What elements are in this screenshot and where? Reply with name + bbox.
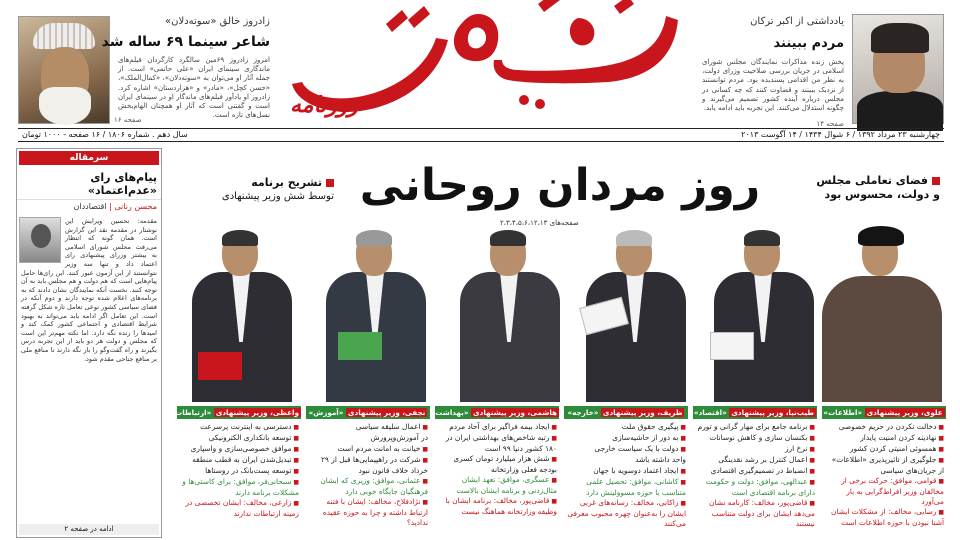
column-tag: واعظی، وزیر پیشنهادی «ارتباطات» xyxy=(170,408,299,417)
list-item: ■ رتبه شاخص‌های بهداشتی ایران در ۱۸۰ کشور دنیا ۹۹ است xyxy=(437,433,557,454)
list-item: ■ نژادفلاح، مخالف: ایشان با فتنه ارتباط داشته و چرا به حوزه عقیده ندادید؟ xyxy=(308,497,428,528)
person-vaezi xyxy=(182,232,302,402)
list-item: ■ قاضی‌پور، مخالف: کارنامه نشان می‌دهد ایشان برای دولت متناسب نیستند xyxy=(695,498,815,529)
list-item: ■ اعمال سلیقه سیاسی xyxy=(308,422,428,433)
bullet-square-icon xyxy=(326,179,334,187)
column-list xyxy=(306,419,430,528)
side-headline-line1: فضای تعاملی مجلس xyxy=(790,174,940,188)
column-kharejeh[interactable] xyxy=(564,406,688,538)
issue-number: سال دهم . شماره ۱۸۰۶ / ۱۶ صفحه - ۱۰۰۰ تومان xyxy=(22,130,188,139)
list-item: ■ تبدیل‌شدن ایران به قطب منطقه xyxy=(179,455,299,466)
editorial-body: مقدمه: تحسین ویرایش این نوشتار در مقدمه نقد این گزارش است. همان گونه که انتظار می‌رفت مجلس شورای اسلامی به بیشتر وزرای پیشنهادی رای اعتماد داد و تنها سه وزیر نتوانستند از این آزمون عبور کنند. این رای‌ها حامل پیام‌هایی است که هم دولت و هم مجلس باید به آن توجه کنند. نخست آنکه نمایندگان نشان دادند که به برنامه‌های اعلام شده توجه دارند و دوم آنکه در فضای سیاسی کشور نوعی تعامل تازه شکل گرفته است. این تعامل اگر ادامه یابد می‌تواند به بهبود شرایط اقتصادی و اجتماعی کشور کمک کند و امیدها را زنده نگه دارد. اما نکته مهم‌تر این است که مجلس و دولت هر دو باید از این تجربه درس بگیرند و راه گفت‌وگو را باز نگه دارند تا منافع ملی بر منافع جناحی مقدم شود. xyxy=(21,217,157,363)
list-item: ■ دخالت نکردن در حریم خصوصی xyxy=(824,422,944,433)
list-item: ■ کاشانی، موافق: تحصیل علمی متناسب با حوزه مسوولیتش دارد xyxy=(566,477,686,498)
list-item: ■ عثمانی، موافق: وزیری که ایشان فرهنگیان جایگاه خوبی دارد xyxy=(308,476,428,497)
person-zarif xyxy=(576,232,696,402)
logo-subtitle: روزنامه xyxy=(290,92,359,118)
issue-date: چهارشنبه ۲۳ مرداد ۱۳۹۲ / ۶ شوال ۱۴۳۴ / ۱۴ آگوست ۲۰۱۳ xyxy=(741,130,940,139)
person-alavi xyxy=(822,232,942,402)
teaser-kicker: زادروز خالق «سوته‌دلان» xyxy=(165,16,270,27)
editorial-author: محسن رنانی | اقتصاددان xyxy=(73,202,157,211)
list-item: ■ توسعه بانکداری الکترونیکی xyxy=(179,433,299,444)
column-behdasht[interactable] xyxy=(430,406,559,538)
column-list xyxy=(822,419,946,528)
column-tag: ظریف، وزیر پیشنهادی «خارجه» xyxy=(564,406,688,419)
teaser-kicker: یادداشتی از اکبر ترکان xyxy=(750,16,844,27)
list-item: ■ نهادینه کردن امنیت پایدار xyxy=(824,433,944,444)
column-tag: علوی، وزیر پیشنهادی «اطلاعات» xyxy=(822,406,946,419)
list-item: ■ اعمال کنترل بر رشد نقدینگی xyxy=(695,455,815,466)
column-ettelaat[interactable] xyxy=(822,406,946,538)
column-list xyxy=(693,419,817,529)
list-item: ■ عبدالهی، موافق: دولت و حکومت دارای برنامه اقتصادی است xyxy=(695,477,815,498)
column-ertebatat[interactable] xyxy=(170,406,301,538)
list-item: ■ قاضی‌پور، مخالف: برنامه ایشان با وظیفه وزارتخانه هماهنگ نیست xyxy=(437,496,557,517)
list-item: ■ همسوئی امنیتی کردن کشور xyxy=(824,444,944,455)
side-headline-line2: و دولت، محسوس بود xyxy=(824,188,940,201)
teaser-page-ref[interactable]: صفحه ۱۶ xyxy=(114,116,142,124)
list-item: ■ توسعه پست‌بانک در روستاها xyxy=(179,466,299,477)
list-item: ■ موافق خصوصی‌سازی و واسپاری xyxy=(179,444,299,455)
list-item: ■ ایجاد بیمه فراگیر برای آحاد مردم xyxy=(437,422,557,433)
list-item: در آموزش‌وپرورش xyxy=(370,433,428,442)
list-item: ■ زاکانی، مخالف: رسانه‌های غربی ایشان را به‌عنوان چهره محبوب معرفی می‌کنند xyxy=(566,498,686,529)
column-list xyxy=(564,419,688,529)
column-tag: طیب‌نیا، وزیر پیشنهادی «اقتصاد» xyxy=(693,406,817,419)
list-item: ■ بکنسان سازی و کاهش نوسانات xyxy=(695,433,815,444)
column-tag: نجفی، وزیر پیشنهادی «آموزش» xyxy=(306,406,430,419)
list-item: ■ پیگیری حقوق ملت xyxy=(566,422,686,433)
main-headline[interactable]: روز مردان روحانی xyxy=(359,160,761,211)
list-item: ■ نرخ ارز xyxy=(695,444,815,455)
ministers-columns xyxy=(170,406,946,538)
list-item: ■ برنامه جامع برای مهار گرانی و تورم xyxy=(695,422,815,433)
list-item: ■ ایجاد اعتماد دوسویه با جهان xyxy=(566,466,686,477)
editorial-header: سرمقاله xyxy=(19,151,159,165)
author-title: اقتصاددان xyxy=(73,202,107,211)
column-amoozesh[interactable] xyxy=(306,406,430,538)
list-item: ■ دسترسی به اینترنت پرسرعت xyxy=(179,422,299,433)
dateline-bar xyxy=(18,128,944,142)
editorial-column[interactable] xyxy=(16,148,162,538)
person-hashemi xyxy=(450,232,570,402)
ministers-photo xyxy=(164,222,944,402)
list-item: ■ شش هزار میلیارد تومان کسری بودجه فعلی وزارتخانه xyxy=(437,454,557,475)
teaser-title[interactable]: شاعر سینما ۶۹ ساله شد xyxy=(101,34,270,50)
teaser-body: امروز زادروز ۶۹مین سالگرد کارگردان فیلم‌های ماندگاری سینمای ایران «علی حاتمی» است. از جمله آثار او می‌توان به «سوته‌دلان»، «کمال‌الملک»، «حسن کچل»، «مادر» و «هزاردستان» اشاره کرد. زادروز او یادآور فیلم‌های ماندگار او در سینمای ایران است و گفتنی است که آثار او همچنان الهام‌بخش نسل‌های تازه است. xyxy=(118,56,270,120)
list-item: واحد داشته باشد xyxy=(635,455,686,464)
author-photo xyxy=(19,217,61,263)
continue-link[interactable]: ادامه در صفحه ۲ xyxy=(19,524,159,535)
side-headline-left[interactable] xyxy=(190,176,334,204)
list-item: ■ زارعی، مخالف: ایشان تخصصی در زمینه ارتباطات ندارند xyxy=(179,498,299,519)
list-item: ■ عسگری، موافق: تعهد ایشان مثال‌زدنی و برنامه ایشان بالاست xyxy=(437,475,557,496)
list-item: ■ به دور از حاشیه‌سازی xyxy=(566,433,686,444)
column-list xyxy=(435,419,559,517)
bullet-square-icon xyxy=(932,177,940,185)
author-name: محسن رنانی xyxy=(114,202,157,211)
side-headline-right[interactable] xyxy=(790,174,940,202)
list-item: ■ شرکت در راهپیمایی‌ها قبل از ۲۹ خرداد خلاف قانون نبود xyxy=(308,455,428,476)
top-left-teaser[interactable] xyxy=(18,6,270,128)
list-item: ■ قوامی، موافق: حرکت برخی از مخالفان وزیر افراط‌گرایی به بار می‌آورد xyxy=(824,476,944,507)
list-item: ■ دولت با یک سیاست خارجی xyxy=(566,444,686,455)
list-item: ■ خیانت به امانت مردم است xyxy=(308,444,428,455)
headline-pages-ref: صفحه‌های ۲،۳،۴،۵،۶،۱۲،۱۳ xyxy=(500,219,579,227)
person-najafi xyxy=(316,232,436,402)
column-tag: هاشمی، وزیر پیشنهادی «بهداشت» xyxy=(430,408,557,417)
list-item: ■ جلوگیری از تاثیرپذیری «اطلاعات» از جریان‌های سیاسی xyxy=(824,455,944,476)
list-item: ■ رسایی، مخالف: از مشکلات ایشان آشنا نبودن با حوزه اطلاعات است xyxy=(824,507,944,528)
person-tayebnia xyxy=(704,232,824,402)
newspaper-logo xyxy=(278,0,692,128)
column-list xyxy=(177,419,301,519)
top-right-teaser[interactable] xyxy=(700,6,944,128)
torkan-photo xyxy=(852,14,944,124)
side-headline-line2: توسط شش وزیر پیشنهادی xyxy=(221,191,334,202)
column-eghtesad[interactable] xyxy=(693,406,817,538)
poet-photo xyxy=(18,16,110,124)
teaser-title[interactable]: مردم ببینند xyxy=(773,36,844,51)
list-item: ■ انضباط در تصمیم‌گیری اقتصادی xyxy=(695,466,815,477)
teaser-page-ref[interactable]: صفحه ۱۴ xyxy=(816,120,844,128)
side-headline-line1: تشریح برنامه xyxy=(190,176,334,190)
teaser-body: پخش زنده مذاکرات نمایندگان مجلس شورای اسلامی در جریان بررسی صلاحیت وزرای دولت، به نظر من اقدامی پسندیده بود. مردم توانستند از نزدیک ببینند و قضاوت کنند که چه کسانی در مجلس درباره آینده کشور تصمیم می‌گیرند و چگونه استدلال می‌کنند. این تجربه باید ادامه یابد. xyxy=(702,58,844,113)
editorial-title[interactable]: پیام‌های رای «عدم‌اعتماد» xyxy=(17,165,161,200)
list-item: ■ سبحانی‌فر، موافق: برای کاستی‌ها و مشکلات برنامه دارند xyxy=(179,477,299,498)
